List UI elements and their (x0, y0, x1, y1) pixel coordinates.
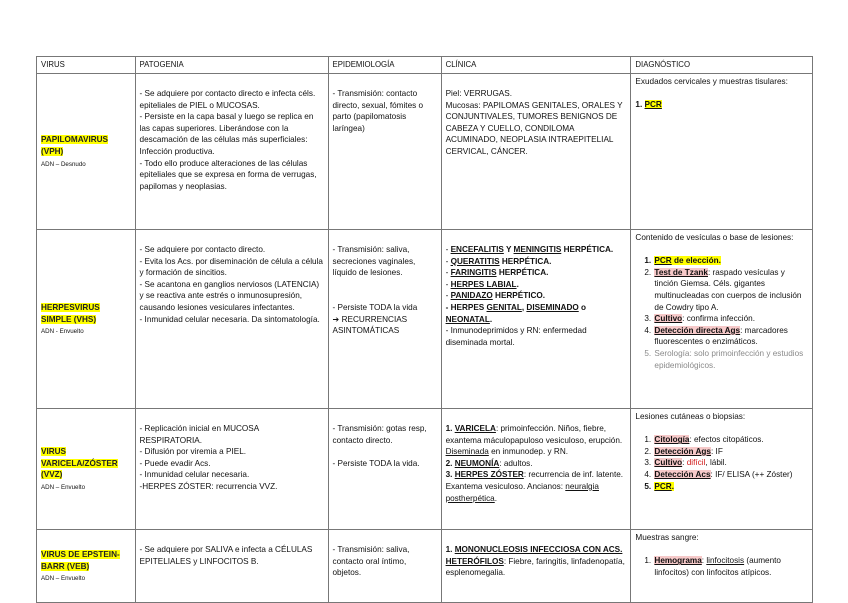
patogenia-line: - Evita los Acs. por diseminación de célula a célula y formación de sincitios. (139, 256, 323, 278)
epidemiologia-cell (328, 74, 441, 230)
patogenia-cell (135, 409, 328, 530)
clinica-line (446, 458, 627, 470)
patogenia-line: - Se adquiere por SALIVA e infecta a CÉLULAS EPITELIALES y LINFOCITOS B. (139, 545, 313, 566)
epidemiologia-line: - Transmisión: contacto directo, sexual, fómites o parto (papilomatosis laríngea) (332, 89, 424, 133)
term: PCR (654, 256, 672, 266)
text: : IF (711, 446, 723, 456)
term: PANIDAZO (450, 291, 493, 301)
table-row-veb (37, 530, 813, 603)
text: HERPÉTICO. (492, 291, 546, 301)
patogenia-line: - Inmunidad celular necesaria. (139, 470, 250, 480)
term: MONONUCLEOSIS INFECCIOSA CON ACS. HETERÓFILOS (445, 545, 623, 566)
text: 3. (445, 470, 455, 480)
diagnostico-item (635, 99, 808, 111)
virus-name: HERPESVIRUS SIMPLE (VHS) (41, 302, 100, 324)
term: HERPES ZÓSTER (454, 470, 524, 480)
pcr-label: PCR (644, 100, 662, 110)
clinica-cell (441, 74, 631, 230)
text: . (671, 481, 674, 491)
diagnostico-list (635, 555, 808, 578)
diagnostico-list (635, 255, 808, 371)
text: HERPÉTICA. (561, 245, 614, 254)
text: 1. (445, 424, 455, 433)
virus-cell (37, 409, 136, 530)
text: 2. (445, 458, 455, 468)
text: HERPÉTICA. (499, 256, 552, 266)
text: : Fiebre, faringitis, linfadenopatía, esplenomegalia. (445, 556, 625, 578)
term: Citología (654, 435, 690, 445)
diagnostico-item: 5. Serología: solo primoinfección y estudios epidemiológicos. (653, 348, 808, 371)
patogenia-line: - Difusión por viremia a PIEL. (139, 447, 247, 457)
term: MENINGITIS (513, 245, 562, 254)
epidemiologia-line: - Persiste TODA la vida (332, 302, 418, 312)
clinica-line (446, 544, 627, 579)
text: : adultos. (499, 458, 533, 468)
clinica-line: - ENCEFALITIS Y MENINGITIS HERPÉTICA. (445, 245, 614, 254)
term: Detección directa Ags (654, 325, 741, 335)
diagnostico-list (635, 434, 808, 492)
term: Detección Acs (654, 469, 711, 479)
term: Hemograma (654, 556, 702, 566)
epidemiologia-line: - Transmisión: gotas resp, contacto directo. (332, 424, 427, 445)
text: HERPÉTICA. (496, 268, 549, 278)
diagnostico-item (653, 457, 808, 469)
virus-type: ADN – Envuelto (41, 575, 86, 583)
diagnostico-intro: Muestras sangre: (635, 533, 699, 542)
virus-type: ADN – Desnudo (41, 160, 86, 168)
epidemiologia-line: ➔ RECURRENCIAS ASINTOMÁTICAS (332, 314, 408, 336)
patogenia-line: -HERPES ZÓSTER: recurrencia VVZ. (139, 481, 278, 491)
virus-name: PAPILOMAVIRUS (VPH) (41, 135, 109, 156)
diagnostico-cell (631, 409, 813, 530)
patogenia-line: - Persiste en la capa basal y luego se replica en las capas superiores. Liberándose con la descamación de las células más superficiales: Infección productiva. (139, 112, 314, 156)
patogenia-cell (135, 74, 328, 230)
term: GENITAL (486, 302, 522, 312)
term: Detección Ags (654, 446, 711, 456)
diagnostico-item (653, 313, 808, 325)
text: de elección. (671, 256, 721, 266)
patogenia-line: - Se acantona en ganglios nerviosos (LATENCIA) y se reactiva ante estrés o inmunosupresión, causando lesiones vesiculares infectantes. (139, 279, 320, 312)
text: . (494, 493, 498, 503)
clinica-line: - PANIDAZO HERPÉTICO. (445, 291, 546, 301)
virus-name: VIRUS DE EPSTEIN-BARR (VEB) (41, 549, 120, 571)
text: : IF/ ELISA (++ Zóster) (710, 469, 793, 479)
text: : efectos citopáticos. (689, 435, 764, 445)
epidemiologia-line: - Transmisión: saliva, secreciones vaginales, líquido de lesiones. (332, 245, 416, 278)
clinica-line: Piel: VERRUGAS. (445, 89, 513, 98)
clinica-line: - QUERATITIS HERPÉTICA. (445, 256, 552, 266)
clinica-cell (441, 230, 631, 409)
header-row (37, 57, 813, 74)
text: (aumento linfocitos) con linfocitos atípicos. (654, 556, 781, 577)
header-patogenia: PATOGENIA (135, 57, 328, 74)
table-row-vvz (37, 409, 813, 530)
diagnostico-item (653, 267, 808, 313)
text: 1. (445, 545, 455, 554)
term: NEONATAL (445, 314, 490, 324)
virus-type: ADN - Envuelto (41, 328, 84, 336)
text: en inmunodep. y RN. (488, 447, 569, 457)
clinica-line: - HERPES GENITAL, DISEMINADO o NEONATAL. (445, 302, 587, 324)
term: VARICELA (454, 424, 496, 433)
term: Test de Tzank (654, 267, 708, 277)
text: : marcadores fluorescentes o enzimáticos. (654, 325, 788, 347)
patogenia-cell (135, 230, 328, 409)
text: : (682, 458, 687, 468)
table-row-vph (37, 74, 813, 230)
virus-cell (37, 74, 136, 230)
diagnostico-cell (631, 530, 813, 603)
diagnostico-intro: Contenido de vesículas o base de lesiones: (635, 233, 794, 242)
virus-type: ADN – Envuelto (41, 483, 86, 491)
clinica-cell (441, 530, 631, 603)
term: QUERATITIS (450, 256, 500, 266)
diagnostico-item (653, 434, 808, 446)
diagnostico-item (653, 446, 808, 458)
text: - HERPES (445, 302, 487, 312)
term: PCR (654, 481, 672, 491)
virus-cell (37, 530, 136, 603)
diagnostico-intro: Lesiones cutáneas o biopsias: (635, 412, 746, 421)
epidemiologia-cell (328, 230, 441, 409)
patogenia-cell (135, 530, 328, 603)
term: neuralgia postherpética (445, 481, 599, 503)
text: difícil (686, 458, 706, 468)
text: : recurrencia de inf. latente. Exantema vesiculoso. Ancianos: (445, 470, 624, 491)
term: Cultivo (654, 458, 683, 468)
clinica-line: - FARINGITIS HERPÉTICA. (445, 268, 549, 278)
text: Y (503, 245, 514, 254)
text: : raspado vesículas y tinción Giemsa. Céls. gigantes multinucleadas con cuerpos de inclusión de Cowdry tipo A. (654, 267, 802, 312)
diagnostico-intro: Exudados cervicales y muestras tisulares: (635, 77, 788, 86)
term: DISEMINADO (526, 302, 579, 312)
patogenia-line: - Inmunidad celular necesaria. Da sintomatología. (139, 314, 320, 324)
patogenia-line: - Se adquiere por contacto directo. (139, 245, 266, 254)
item-number: 1. (635, 100, 643, 110)
epidemiologia-line: - Persiste TODA la vida. (332, 458, 420, 468)
term: Cultivo (654, 314, 683, 324)
clinica-line (446, 423, 627, 458)
text: o (578, 302, 587, 312)
term: HERPES LABIAL (450, 279, 517, 289)
diagnostico-cell (631, 230, 813, 409)
virus-table (36, 56, 813, 603)
header-epidemiologia: EPIDEMIOLOGÍA (328, 57, 441, 74)
clinica-line: - Inmunodeprimidos y RN: enfermedad diseminada mortal. (445, 326, 587, 347)
diagnostico-item (653, 255, 808, 267)
term: FARINGITIS (450, 268, 497, 278)
term: linfocitosis (706, 556, 745, 566)
virus-cell (37, 230, 136, 409)
patogenia-line: - Todo ello produce alteraciones de las células epiteliales que se expresa en forma de verrugas, papilomas y neoplasias. (139, 158, 317, 191)
patogenia-line: - Replicación inicial en MUCOSA RESPIRATORIA. (139, 424, 259, 445)
text: , lábil. (705, 458, 727, 468)
epidemiologia-cell (328, 409, 441, 530)
table-row-vhs (37, 230, 813, 409)
text: : confirma infección. (682, 314, 755, 324)
header-diagnostico: DIAGNÓSTICO (631, 57, 813, 74)
term: Diseminada (445, 447, 489, 457)
clinica-line: Mucosas: PAPILOMAS GENITALES, ORALES Y CONJUNTIVALES, TUMORES BENIGNOS DE CABEZA Y CUELLO, CONDILOMA ACUMINADO, NEOPLASIA INTRAEPITELIAL CERVICAL, CÁNCER. (445, 100, 623, 156)
clinica-line: - HERPES LABIAL. (445, 279, 519, 289)
term: ENCEFALITIS (450, 245, 504, 254)
diagnostico-item (653, 325, 808, 348)
diagnostico-item (653, 555, 808, 578)
diagnostico-item (653, 481, 808, 493)
text: : primoinfección. Niños, fiebre, exantema máculopapuloso vesiculoso, erupción. (445, 424, 623, 445)
patogenia-line: - Puede evadir Acs. (139, 458, 211, 468)
header-virus: VIRUS (37, 57, 136, 74)
patogenia-line: - Se adquiere por contacto directo e infecta céls. epiteliales de PIEL o MUCOSAS. (139, 89, 316, 110)
diagnostico-item (653, 469, 808, 481)
epidemiologia-cell (328, 530, 441, 603)
diagnostico-cell (631, 74, 813, 230)
term: NEUMONÍA (454, 458, 500, 468)
text: : (701, 556, 707, 566)
epidemiologia-line: - Transmisión: saliva, contacto oral íntimo, objetos. (332, 545, 410, 578)
text: , (521, 302, 527, 312)
virus-name: VIRUS VARICELA/ZÓSTER (VVZ) (41, 447, 118, 480)
clinica-cell (441, 409, 631, 530)
clinica-line (446, 469, 627, 504)
header-clinica: CLÍNICA (441, 57, 631, 74)
